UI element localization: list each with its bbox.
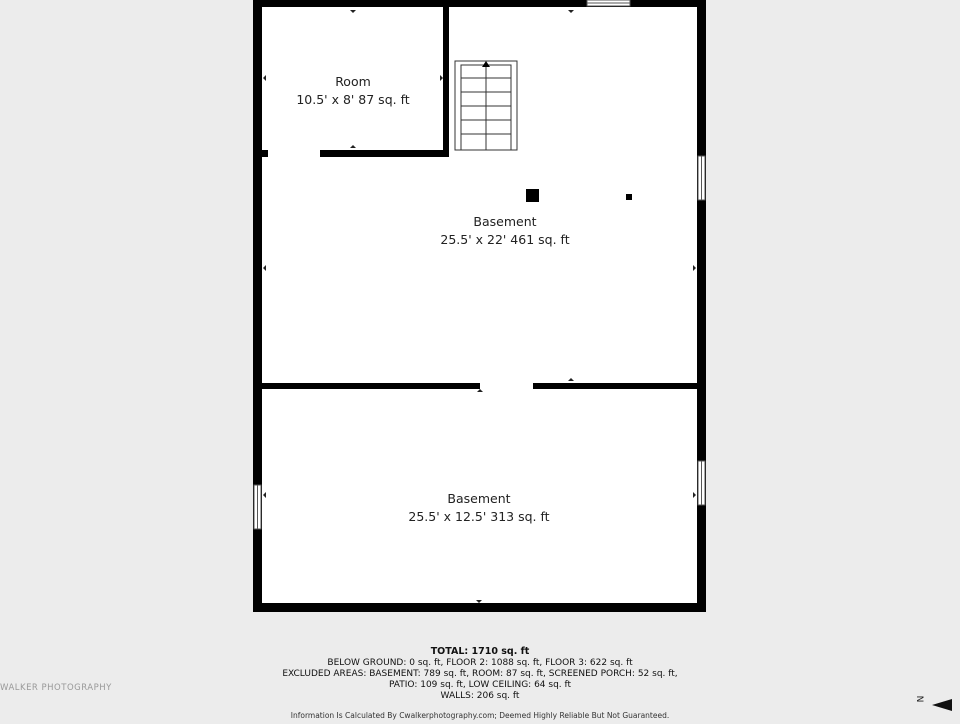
room-dims-basement-upper: 25.5' x 22' 461 sq. ft [440, 232, 570, 247]
wall-divider-left [262, 383, 480, 389]
disclaimer: Information Is Calculated By Cwalkerphotography.com; Deemed Highly Reliable But Not Guaranteed. [290, 711, 670, 720]
summary-line-excluded: EXCLUDED AREAS: BASEMENT: 789 sq. ft, ROOM: 87 sq. ft, SCREENED PORCH: 52 sq. ft, [282, 669, 678, 679]
wall-room-right [443, 0, 449, 157]
support-post-small [626, 194, 632, 200]
north-arrow-icon [918, 690, 960, 720]
wall-top [253, 0, 706, 7]
wall-right [697, 0, 706, 612]
room-dims-room: 10.5' x 8' 87 sq. ft [296, 92, 410, 107]
summary-line-walls: WALLS: 206 sq. ft [440, 691, 520, 701]
wall-divider-right [533, 383, 697, 389]
room-name-basement-lower: Basement [447, 491, 511, 506]
support-post-large [526, 189, 539, 202]
north-letter: N [916, 695, 927, 703]
watermark: WALKER PHOTOGRAPHY [0, 683, 112, 693]
wall-room-bottom-stub [262, 150, 268, 157]
doorway-room [268, 152, 320, 156]
room-name-room: Room [335, 74, 371, 89]
doorway-divider [480, 384, 533, 388]
room-dims-basement-lower: 25.5' x 12.5' 313 sq. ft [408, 509, 550, 524]
room-name-basement-upper: Basement [473, 214, 537, 229]
summary-line-floors: BELOW GROUND: 0 sq. ft, FLOOR 2: 1088 sq. ft, FLOOR 3: 622 sq. ft [327, 658, 633, 668]
north-compass [918, 690, 960, 720]
summary-line-excluded-cont: PATIO: 109 sq. ft, LOW CEILING: 64 sq. ft [388, 680, 572, 690]
wall-room-bottom [320, 150, 449, 157]
wall-bottom [253, 603, 706, 612]
total-area: TOTAL: 1710 sq. ft [430, 646, 530, 657]
